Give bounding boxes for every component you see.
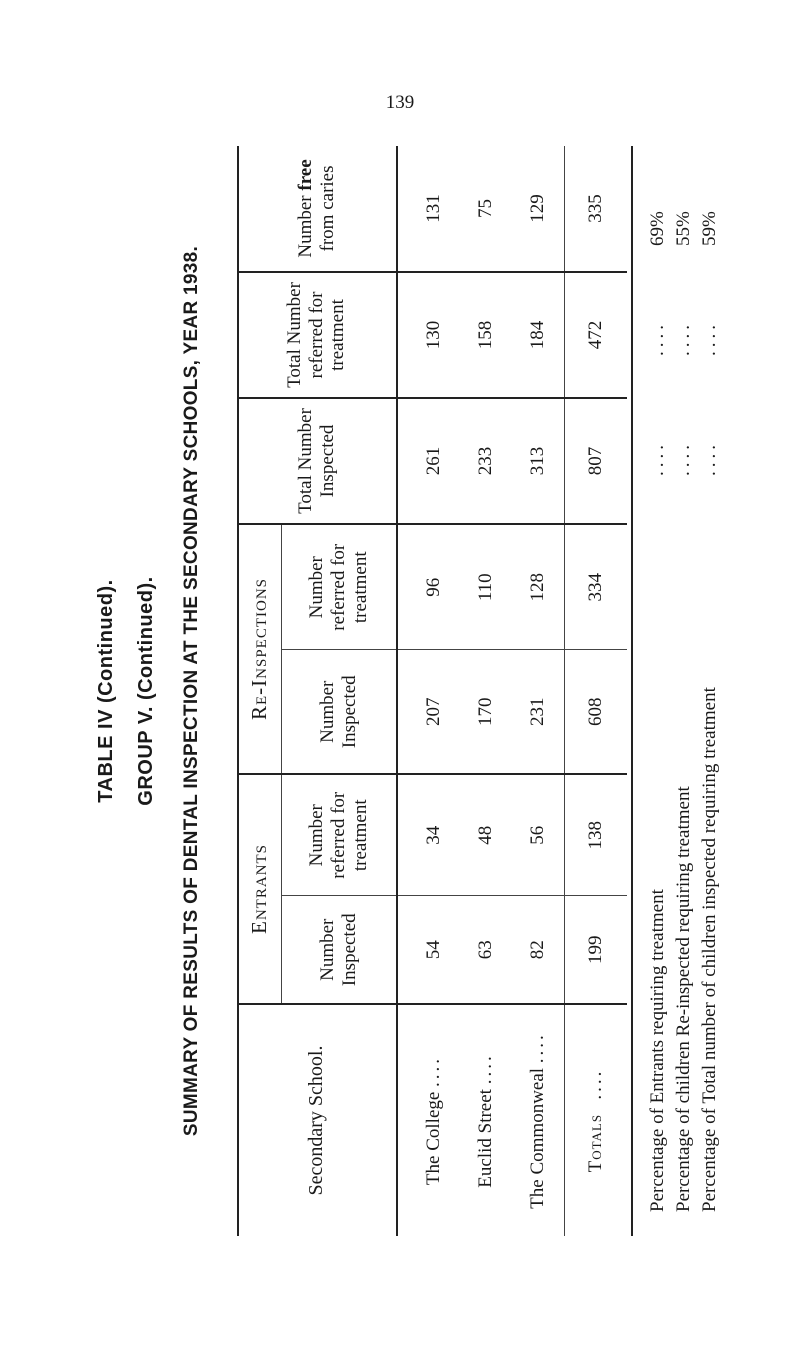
totals-total-referred: 472 — [565, 272, 628, 398]
reinspections-referred-header: Number referred for treatment — [282, 524, 398, 650]
school-name: The College — [423, 1091, 444, 1186]
reinspections-inspected-cell: 170 — [460, 650, 512, 774]
percentage-summary — [647, 146, 725, 1236]
totals-free-from-caries: 335 — [565, 146, 628, 272]
total-referred-cell: 158 — [460, 272, 512, 398]
totals-total-inspected: 807 — [565, 398, 628, 524]
leader-dots: .... — [475, 1053, 496, 1085]
leader-dots: .... — [699, 441, 720, 476]
entrants-inspected-header: Number Inspected — [282, 896, 398, 1004]
leader-dots: .... — [647, 441, 668, 476]
percentage-value: 59% — [699, 211, 720, 246]
leader-dots: .... — [527, 1032, 548, 1064]
totals-entrants-referred: 138 — [565, 774, 628, 896]
percentage-label: Percentage of children Re-inspected requiring treatment — [673, 786, 694, 1212]
total-referred-cell: 130 — [408, 272, 460, 398]
table-row — [460, 146, 512, 1236]
percentage-label: Percentage of Total number of children inspected requiring treatment — [699, 687, 720, 1212]
entrants-inspected-cell: 54 — [408, 896, 460, 1004]
percentage-line — [647, 146, 673, 1236]
table-row — [512, 146, 565, 1236]
spacer-row — [397, 146, 408, 1236]
table-bottom-rule — [631, 146, 633, 1236]
total-inspected-cell: 261 — [408, 398, 460, 524]
total-referred-cell: 184 — [512, 272, 565, 398]
entrants-group-header: Entrants — [237, 774, 282, 1004]
entrants-referred-cell: 48 — [460, 774, 512, 896]
total-inspected-cell: 313 — [512, 398, 565, 524]
rotated-table-page — [35, 146, 775, 1236]
leader-dots: .... — [647, 321, 668, 356]
free-from-caries-cell: 131 — [423, 194, 444, 223]
percentage-value: 69% — [647, 211, 668, 246]
leader-dots: .... — [673, 321, 694, 356]
total-referred-header: Total Number referred for treatment — [237, 272, 397, 398]
reinspections-referred-cell: 96 — [408, 524, 460, 650]
total-inspected-cell: 233 — [460, 398, 512, 524]
totals-row — [565, 146, 628, 1236]
totals-reinspections-inspected: 608 — [565, 650, 628, 774]
school-name: Euclid Street — [475, 1089, 496, 1188]
table-title: TABLE IV (Continued). — [95, 579, 117, 803]
leader-dots: .... — [699, 321, 720, 356]
school-name-cell — [512, 1004, 565, 1236]
school-name-cell — [408, 1004, 460, 1236]
free-from-caries-header: Number free from caries — [237, 146, 397, 272]
free-from-caries-cell: 75 — [475, 198, 496, 218]
reinspections-referred-cell: 110 — [460, 524, 512, 650]
entrants-referred-cell: 56 — [512, 774, 565, 896]
title-block — [35, 146, 235, 1236]
total-inspected-header: Total Number Inspected — [237, 398, 397, 524]
table-row — [408, 146, 460, 1236]
group-title: GROUP V. (Continued). — [135, 576, 157, 806]
totals-entrants-inspected: 199 — [565, 896, 628, 1004]
summary-title: SUMMARY OF RESULTS OF DENTAL INSPECTION AT THE SECONDARY SCHOOLS, YEAR 1938. — [181, 245, 202, 1137]
percentage-value: 55% — [673, 211, 694, 246]
school-name: The Commonweal — [527, 1067, 548, 1209]
leader-dots: .... — [423, 1055, 444, 1087]
school-name-cell — [460, 1004, 512, 1236]
entrants-referred-cell: 34 — [408, 774, 460, 896]
reinspections-referred-cell: 128 — [512, 524, 565, 650]
percentage-label: Percentage of Entrants requiring treatment — [647, 889, 668, 1212]
reinspections-inspected-cell: 207 — [408, 650, 460, 774]
free-from-caries-cell: 129 — [527, 194, 548, 223]
reinspections-group-header: Re-Inspections — [237, 524, 282, 774]
leader-dots: .... — [673, 441, 694, 476]
page-number: 139 — [385, 92, 415, 113]
leader-dots: .... — [585, 1068, 606, 1100]
reinspections-inspected-cell: 231 — [512, 650, 565, 774]
entrants-inspected-cell: 63 — [460, 896, 512, 1004]
school-column-header: Secondary School. — [237, 1004, 397, 1236]
totals-label: Totals — [585, 1113, 606, 1173]
entrants-referred-header: Number referred for treatment — [282, 774, 398, 896]
dental-inspection-table — [237, 146, 627, 1236]
percentage-line — [673, 146, 699, 1236]
entrants-inspected-cell: 82 — [512, 896, 565, 1004]
totals-label-cell — [565, 1004, 628, 1236]
totals-reinspections-referred: 334 — [565, 524, 628, 650]
reinspections-inspected-header: Number Inspected — [282, 650, 398, 774]
percentage-line — [699, 146, 725, 1236]
